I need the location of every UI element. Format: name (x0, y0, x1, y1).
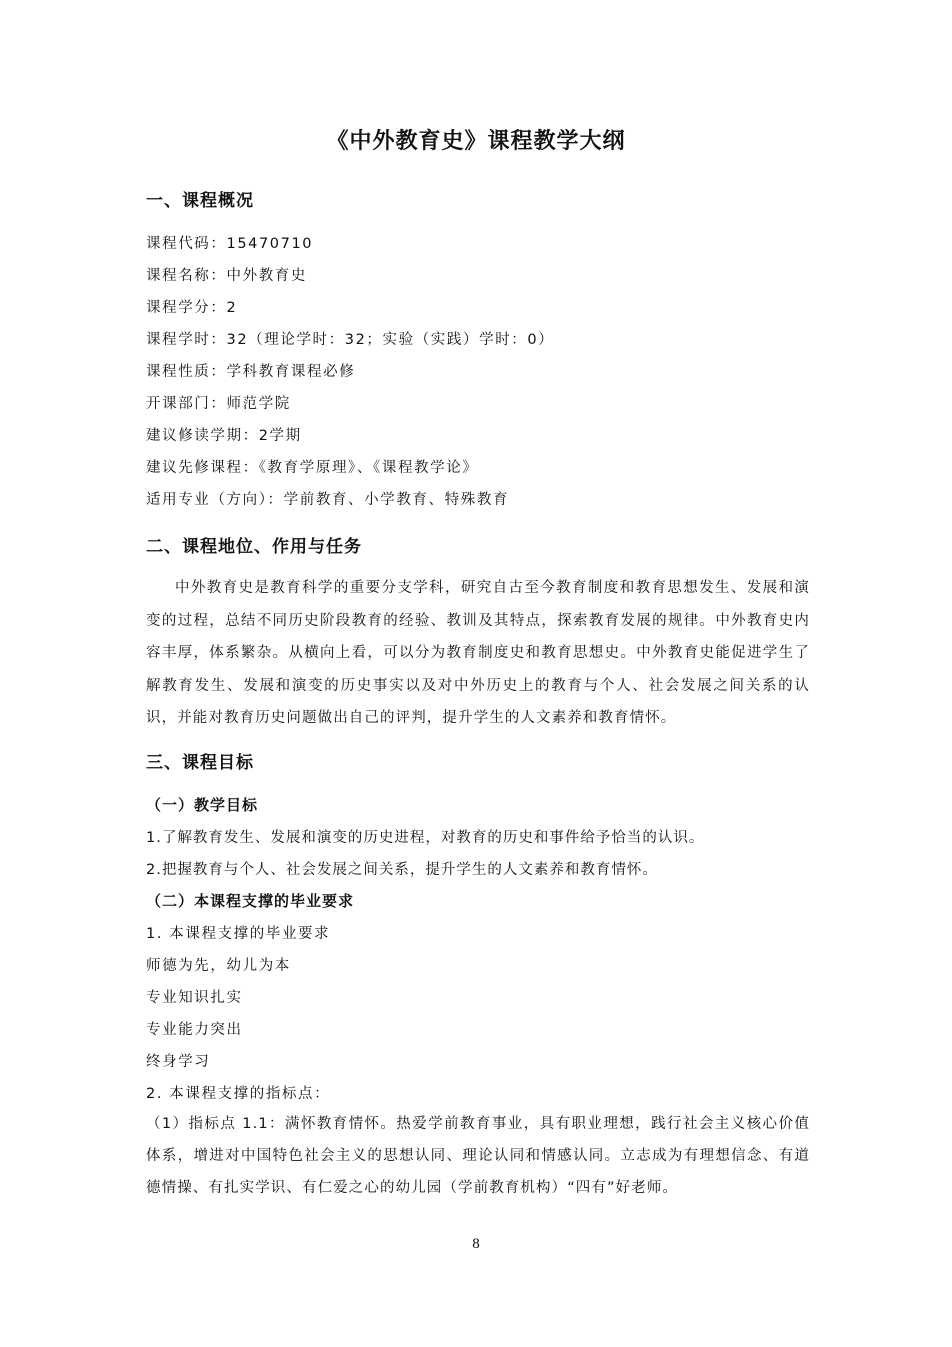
course-code: 课程代码：15470710 (146, 236, 314, 252)
section-heading-status: 二、课程地位、作用与任务 (146, 537, 362, 557)
requirement-item: 专业知识扎实 (146, 990, 243, 1006)
course-name: 课程名称：中外教育史 (146, 268, 307, 284)
subheading-graduation-requirements: （二）本课程支撑的毕业要求 (146, 892, 355, 910)
section-heading-objectives: 三、课程目标 (146, 753, 254, 773)
subheading-teaching-objectives: （一）教学目标 (146, 796, 259, 814)
section-heading-overview: 一、课程概况 (146, 191, 254, 211)
applicable-majors: 适用专业（方向）：学前教育、小学教育、特殊教育 (146, 492, 510, 508)
page-number: 8 (472, 1236, 480, 1252)
document-title: 《中外教育史》课程教学大纲 (326, 128, 626, 154)
requirement-item: 终身学习 (146, 1054, 211, 1070)
status-paragraph: 中外教育史是教育科学的重要分支学科，研究自古至今教育制度和教育思想发生、发展和演变的过程，总结不同历史阶段教育的经验、教训及其特点，探索教育发展的规律。中外教育史内容丰厚，体系繁杂。从横向上看，可以分为教育制度史和教育思想史。中外教育史能促进学生了解教育发生、发展和演变的历史事实以及对中外历史上的教育与个人、社会发展之间关系的认识，并能对教育历史问题做出自己的评判，提升学生的人文素养和教育情怀。 (146, 580, 810, 726)
suggested-semester: 建议修读学期：2学期 (146, 428, 302, 444)
requirement-item: 师德为先，幼儿为本 (146, 958, 291, 974)
course-nature: 课程性质：学科教育课程必修 (146, 364, 356, 380)
course-credits: 课程学分：2 (146, 300, 238, 316)
requirement-item: 专业能力突出 (146, 1022, 243, 1038)
offering-department: 开课部门：师范学院 (146, 396, 291, 412)
objective-item: 2.把握教育与个人、社会发展之间关系，提升学生的人文素养和教育情怀。 (146, 862, 658, 878)
course-hours: 课程学时：32（理论学时：32；实验（实践）学时：0） (146, 332, 555, 348)
objective-item: 1.了解教育发生、发展和演变的历史进程，对教育的历史和事件给予恰当的认识。 (146, 830, 705, 846)
indicator-title: 2. 本课程支撑的指标点： (146, 1086, 331, 1102)
prerequisite-courses: 建议先修课程：《教育学原理》、《课程教学论》 (146, 460, 479, 476)
indicator-paragraph: （1）指标点 1.1：满怀教育情怀。热爱学前教育事业，具有职业理想，践行社会主义核心价值体系，增进对中国特色社会主义的思想认同、理论认同和情感认同。立志成为有理想信念、有道德情操、有扎实学识、有仁爱之心的幼儿园（学前教育机构）“四有”好老师。 (146, 1116, 810, 1196)
requirements-title: 1. 本课程支撑的毕业要求 (146, 926, 331, 942)
